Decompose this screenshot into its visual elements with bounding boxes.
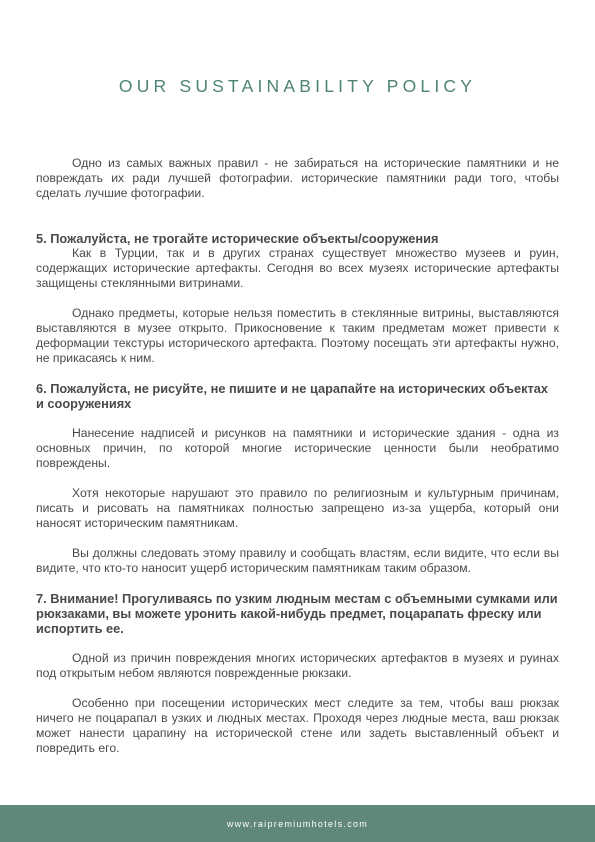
section-5-paragraph-2: Однако предметы, которые нельзя поместить в стеклянные витрины, выставляются выставляются в музее открыто. Прикосновение к таким предметам может привести к деформации текстуры исторического артефакта. Поэтому посещать эти артефакты нужно, не прикасаясь к ним. <box>36 306 559 365</box>
section-7-heading: 7. Внимание! Прогуливаясь по узким людным местам с объемными сумками или рюкзаками, вы можете уронить какой-нибудь предмет, поцарапать фреску или испортить ее. <box>36 591 558 636</box>
policy-content <box>36 156 559 756</box>
spacer <box>36 576 559 591</box>
spacer <box>36 291 559 306</box>
section-6-paragraph-1: Нанесение надписей и рисунков на памятники и исторические здания - одна из основных причин, по которой многие исторические ценности были необратимо повреждены. <box>36 426 559 470</box>
intro-paragraph: Одно из самых важных правил - не забираться на исторические памятники и не повреждать их ради лучшей фотографии. исторические памятники ради того, чтобы сделать лучшие фотографии. <box>36 156 559 200</box>
spacer <box>36 531 559 546</box>
footer-bar <box>0 805 595 842</box>
spacer <box>36 201 559 231</box>
spacer <box>36 681 559 696</box>
spacer <box>36 636 559 651</box>
page-title: OUR SUSTAINABILITY POLICY <box>118 76 477 96</box>
footer-website-link[interactable]: www.raipremiumhotels.com <box>226 819 369 829</box>
section-7-paragraph-2: Особенно при посещении исторических мест следите за тем, чтобы ваш рюкзак ничего не поцарапал в узких и людных местах. Проходя через людные места, ваш рюкзак может нанести царапину на исторической стене или задеть выставленный объект и повредить его. <box>36 696 559 755</box>
section-6-paragraph-3: Вы должны следовать этому правилу и сообщать властям, если видите, что если вы видите, что кто-то наносит ущерб историческим памятникам таким образом. <box>36 546 559 575</box>
spacer <box>36 366 559 381</box>
section-7-paragraph-1: Одной из причин повреждения многих исторических артефактов в музеях и руинах под открытым небом являются поврежденные рюкзаки. <box>36 651 559 680</box>
section-6-heading: 6. Пожалуйста, не рисуйте, не пишите и не царапайте на исторических объектах и сооружениях <box>36 381 549 411</box>
section-5-paragraph-1: Как в Турции, так и в других странах существует множество музеев и руин, содержащих исторические артефакты. Сегодня во всех музеях исторические артефакты защищены стеклянными витринами. <box>36 246 559 290</box>
section-6-paragraph-2: Хотя некоторые нарушают это правило по религиозным и культурным причинам, писать и рисовать на памятниках полностью запрещено из-за ущерба, который они наносят историческим памятникам. <box>36 486 559 530</box>
section-5-heading: 5. Пожалуйста, не трогайте исторические объекты/сооружения <box>36 231 439 246</box>
spacer <box>36 411 559 426</box>
spacer <box>36 471 559 486</box>
